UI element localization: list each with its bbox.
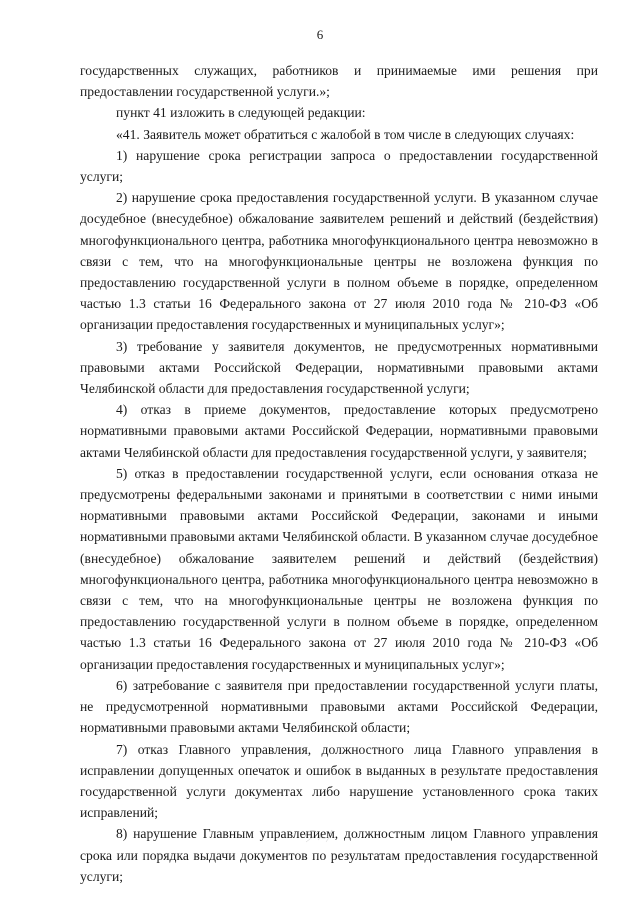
paragraph-continuation: государственных служащих, работников и принимаемые ими решения при предоставлении государственной услуги.»;	[80, 63, 598, 100]
list-item-7: 7) отказ Главного управления, должностного лица Главного управления в исправлении допущенных опечаток и ошибок в выданных в результате предоставления государственной услуги документах либо нарушение установленного срока таких исправлений;	[80, 741, 598, 821]
list-item-3: 3) требование у заявителя документов, не предусмотренных нормативными правовыми актами Российской Федерации, нормативными правовыми актами Челябинской области для предоставления государственной услуги;	[80, 338, 598, 397]
list-item-4: 4) отказ в приеме документов, предоставление которых предусмотрено нормативными правовыми актами Российской Федерации, нормативными правовыми актами Челябинской области для предоставления государственной услуги, у заявителя;	[80, 402, 598, 460]
list-item-1: 1) нарушение срока регистрации запроса о предоставлении государственной услуги;	[80, 147, 598, 185]
list-item-8: 8) нарушение Главным управлением, должностным лицом Главного управления срока или порядка выдачи документов по результатам предоставления государственной услуги;	[80, 826, 598, 884]
list-item-2: 2) нарушение срока предоставления государственной услуги. В указанном случае досудебное (внесудебное) обжалование заявителем решений и действий (бездействия) многофункционального центра, работника многофункционального центра невозможно в связи с тем, что на многофункциональные центры не возложена функция по предоставлению государственной услуги в полном объеме в порядке, определенном частью 1.3 статьи 16 Федерального закона от 27 июля 2010 года № 210-ФЗ «Об организации предоставления государственных и муниципальных услуг»;	[80, 190, 598, 333]
document-body	[80, 60, 598, 887]
list-item-6: 6) затребование с заявителя при предоставлении государственной услуги платы, не предусмотренной нормативными правовыми актами Российской Федерации, нормативными правовыми актами Челябинской области;	[80, 677, 598, 736]
faint-stamp-mark	[300, 822, 336, 846]
page-number: 6	[316, 27, 324, 42]
list-item-5: 5) отказ в предоставлении государственной услуги, если основания отказа не предусмотрены федеральными законами и принятыми в соответствии с ними иными нормативными правовыми актами Российской Федерации, законами и иными нормативными правовыми актами Челябинской области. В указанном случае досудебное (внесудебное) обжалование заявителем решений и действий (бездействия) многофункционального центра, работника многофункционального центра невозможно в связи с тем, что на многофункциональные центры не возложена функция по предоставлению государственной услуги в полном объеме в порядке, определенном частью 1.3 статьи 16 Федерального закона от 27 июля 2010 года № 210-ФЗ «Об организации предоставления государственных и муниципальных услуг»;	[80, 465, 598, 672]
paragraph-amendment-intro: пункт 41 изложить в следующей редакции:	[116, 105, 366, 121]
paragraph-item-41: «41. Заявитель может обратиться с жалобой в том числе в следующих случаях:	[116, 126, 575, 142]
